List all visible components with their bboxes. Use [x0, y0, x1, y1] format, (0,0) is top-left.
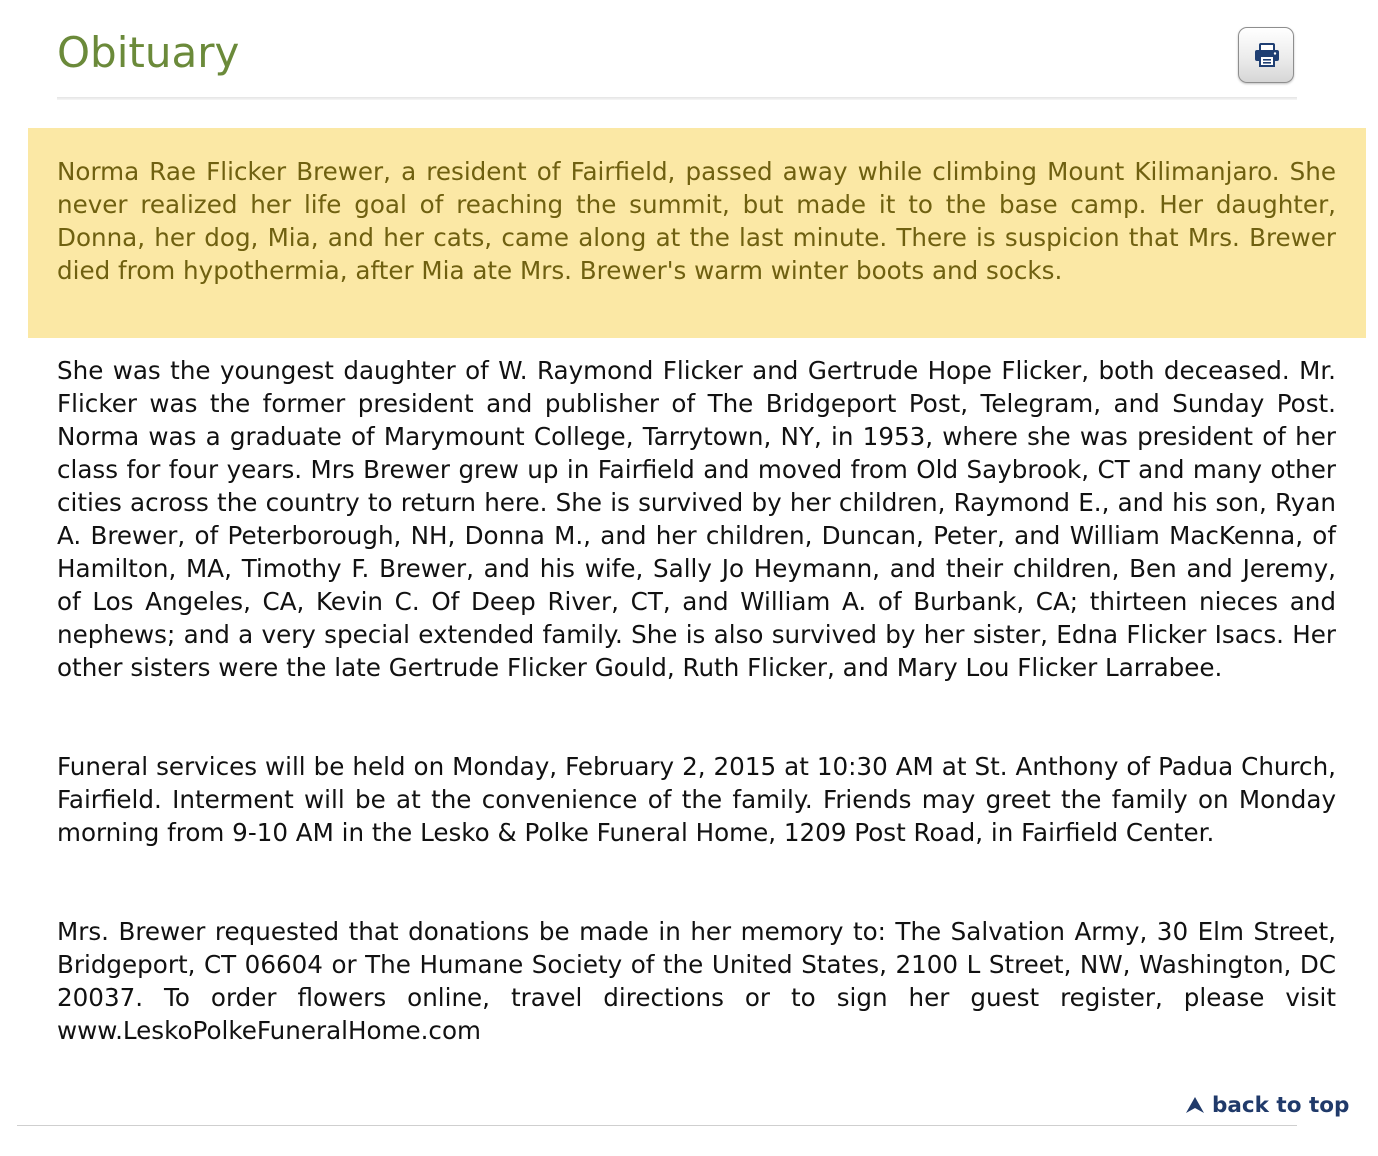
obituary-paragraph-services: Funeral services will be held on Monday, February 2, 2015 at 10:30 AM at St. Anthony of Padua Church, Fairfield. Interment will be at the convenience of the family. Friends may greet the family on Monday morning from 9-10 AM in the Lesko & Polke Funeral Home, 1209 Post Road, in Fairfield Center. — [57, 752, 1336, 847]
header-divider — [57, 97, 1297, 100]
page-header — [0, 0, 1378, 100]
print-button[interactable] — [1238, 27, 1294, 83]
back-to-top-link[interactable] — [1184, 1090, 1349, 1120]
footer-divider — [17, 1125, 1297, 1126]
page-title: Obituary — [57, 28, 240, 77]
lead-paragraph: Norma Rae Flicker Brewer, a resident of Fairfield, passed away while climbing Mount Kilimanjaro. She never realized her life goal of reaching the summit, but made it to the base camp. Her daughter, Donna, her dog, Mia, and her cats, came along at the last minute. There is suspicion that Mrs. Brewer died from hypothermia, after Mia ate Mrs. Brewer's warm winter boots and socks. — [57, 157, 1336, 285]
printer-icon — [1254, 43, 1280, 67]
obituary-paragraph-family: She was the youngest daughter of W. Raymond Flicker and Gertrude Hope Flicker, both deceased. Mr. Flicker was the former president and publisher of The Bridgeport Post, Telegram, and Sunday Post. Norma was a graduate of Marymount College, Tarrytown, NY, in 1953, where she was president of her class for four years. Mrs Brewer grew up in Fairfield and moved from Old Saybrook, CT and many other cities across the country to return here. She is survived by her children, Raymond E., and his son, Ryan A. Brewer, of Peterborough, NH, Donna M., and her children, Duncan, Peter, and William MacKenna, of Hamilton, MA, Timothy F. Brewer, and his wife, Sally Jo Heymann, and their children, Ben and Jeremy, of Los Angeles, CA, Kevin C. Of Deep River, CT, and William A. of Burbank, CA; thirteen nieces and nephews; and a very special extended family. She is also survived by her sister, Edna Flicker Isacs. Her other sisters were the late Gertrude Flicker Gould, Ruth Flicker, and Mary Lou Flicker Larrabee. — [57, 356, 1336, 682]
back-to-top-label: back to top — [1212, 1092, 1350, 1118]
lead-highlight-box — [28, 128, 1366, 338]
obituary-paragraph-donations: Mrs. Brewer requested that donations be made in her memory to: The Salvation Army, 30 Elm Street, Bridgeport, CT 06604 or The Humane Society of the United States, 2100 L Street, NW, Washington, DC 20037. To order flowers online, travel directions or to sign her guest register, please visit www.LeskoPolkeFuneralHome.com — [57, 917, 1336, 1045]
arrow-up-icon — [1184, 1095, 1206, 1115]
